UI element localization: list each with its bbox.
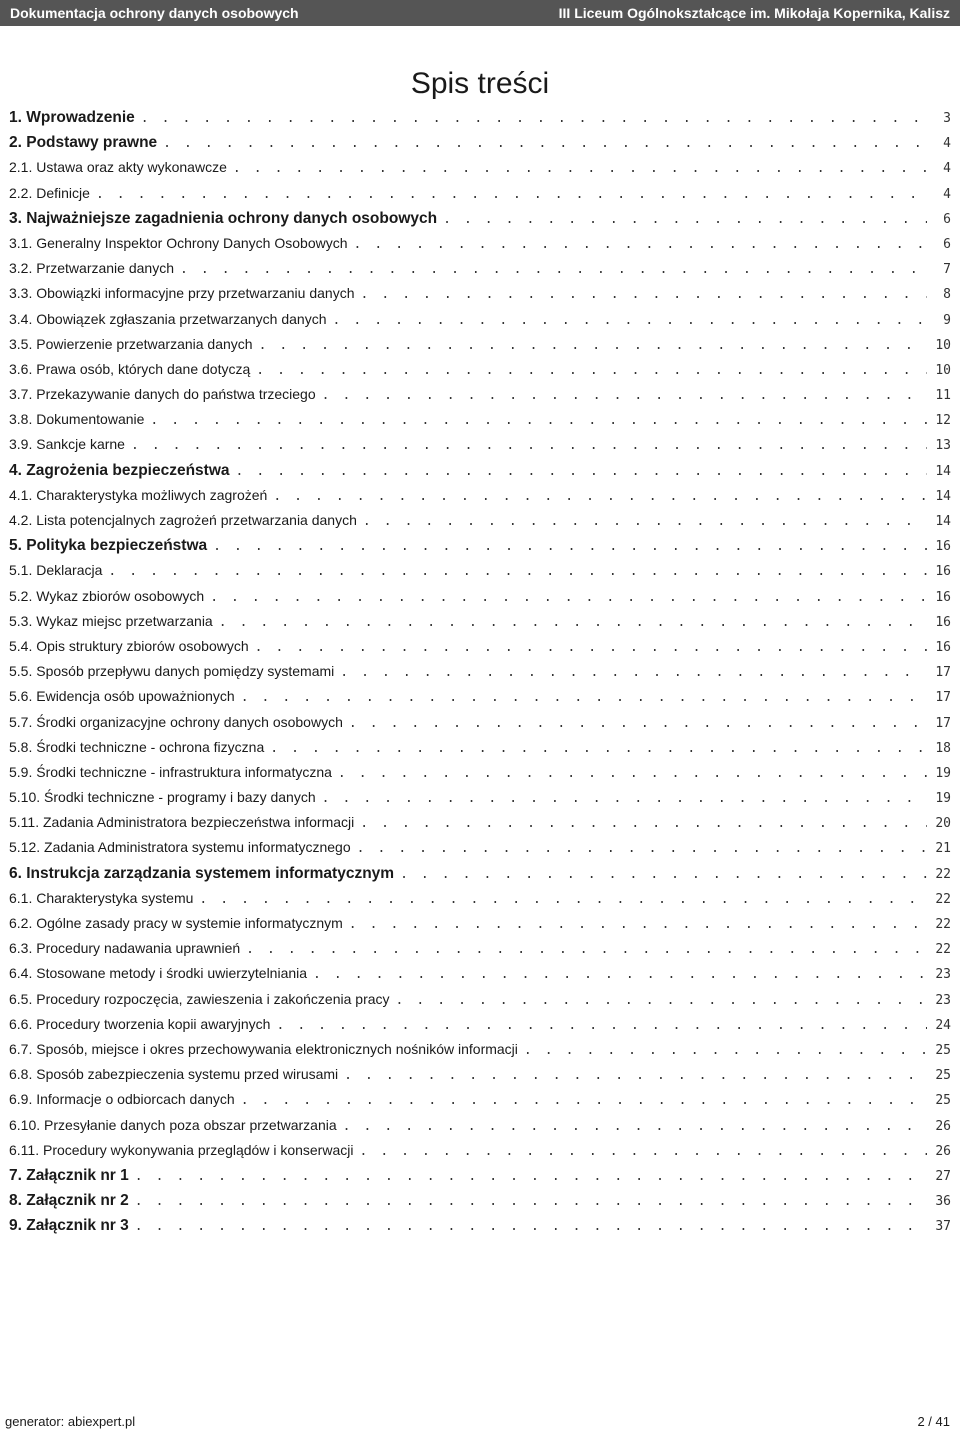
toc-entry-title[interactable]: 3.6. Prawa osób, których dane dotyczą [9, 360, 251, 377]
toc-entry-title[interactable]: 3.9. Sankcje karne [9, 436, 125, 453]
toc-entry-title[interactable]: 3.7. Przekazywanie danych do państwa trzeciego [9, 386, 316, 403]
toc-entry-title[interactable]: 6.4. Stosowane metody i środki uwierzytelniania [9, 965, 308, 982]
toc-entry[interactable] [9, 814, 951, 839]
toc-entry-page-number: 9 [943, 312, 951, 328]
toc-entry-page-number: 3 [943, 111, 951, 126]
toc-entry-page-number: 26 [935, 1118, 951, 1134]
toc-entry-title[interactable]: 3.1. Generalny Inspektor Ochrony Danych Osobowych [9, 234, 348, 251]
dot-leader [259, 338, 927, 353]
toc-entry-title[interactable]: 6.1. Charakterystyka systemu [9, 889, 194, 906]
dot-leader [273, 489, 927, 504]
toc-entry[interactable] [9, 185, 951, 210]
dot-leader [359, 1144, 927, 1159]
page-indicator: 2 / 41 [917, 1414, 950, 1429]
toc-entry-title[interactable]: 6.7. Sposób, miejsce i okres przechowywania elektronicznych nośników informacji [9, 1040, 518, 1057]
toc-entry-title[interactable]: 6.8. Sposób zabezpieczenia systemu przed wirusami [9, 1066, 339, 1083]
toc-entry-page-number: 23 [935, 992, 951, 1008]
toc-entry[interactable] [9, 965, 951, 990]
dot-leader [150, 413, 927, 428]
toc-entry[interactable] [9, 1117, 951, 1142]
institution-name-header: III Liceum Ogólnokształcące im. Mikołaja Kopernika, Kalisz [558, 5, 950, 21]
toc-entry-title[interactable]: 3.5. Powierzenie przetwarzania danych [9, 335, 253, 352]
toc-entry[interactable] [9, 285, 951, 310]
toc-entry[interactable] [9, 562, 951, 587]
toc-entry[interactable] [9, 991, 951, 1016]
toc-entry-title[interactable]: 5.9. Środki techniczne - infrastruktura informatyczna [9, 763, 332, 780]
toc-entry-title[interactable]: 5.2. Wykaz zbiorów osobowych [9, 587, 205, 604]
page-header [0, 0, 960, 26]
dot-leader [344, 1068, 927, 1083]
dot-leader [400, 867, 927, 882]
toc-entry-title[interactable]: 5.5. Sposób przepływu danych pomiędzy systemami [9, 663, 335, 680]
dot-leader [241, 690, 927, 705]
dot-leader [313, 967, 927, 982]
toc-entry[interactable] [9, 537, 951, 562]
dot-leader [270, 741, 927, 756]
toc-entry-page-number: 6 [943, 211, 951, 227]
dot-leader [396, 993, 927, 1008]
toc-entry-title[interactable]: 5.7. Środki organizacyjne ochrony danych osobowych [9, 713, 343, 730]
toc-entry[interactable] [9, 1041, 951, 1066]
toc-entry-page-number: 4 [943, 136, 951, 152]
toc-entry-page-number: 23 [935, 967, 951, 983]
toc-entry-title[interactable]: 7. Załącznik nr 1 [9, 1166, 129, 1184]
toc-entry-title[interactable]: 6.5. Procedury rozpoczęcia, zawieszenia i zakończenia pracy [9, 990, 390, 1007]
dot-leader [322, 388, 927, 403]
toc-entry-page-number: 16 [935, 639, 951, 655]
dot-leader [213, 539, 927, 554]
toc-entry-page-number: 25 [935, 1068, 951, 1084]
toc-entry-page-number: 10 [935, 337, 951, 353]
generator-label: generator: abiexpert.pl [5, 1414, 136, 1429]
toc-entry-title[interactable]: 5.11. Zadania Administratora bezpieczeństwa informacji [9, 814, 355, 831]
dot-leader [322, 791, 927, 806]
toc-entry[interactable] [9, 512, 951, 537]
toc-entry-title[interactable]: 6.3. Procedury nadawania uprawnień [9, 940, 241, 957]
dot-leader [180, 262, 927, 277]
toc-entry-title[interactable]: 4.2. Lista potencjalnych zagrożeń przetwarzania danych [9, 512, 357, 528]
toc-entry[interactable] [9, 638, 951, 663]
toc-entry[interactable] [9, 839, 951, 864]
toc-entry[interactable] [9, 386, 951, 411]
toc-entry[interactable] [9, 235, 951, 260]
toc-entry-page-number: 6 [943, 236, 951, 252]
toc-entry-title[interactable]: 1. Wprowadzenie [9, 109, 135, 126]
toc-entry-page-number: 7 [943, 262, 951, 278]
dot-leader [338, 766, 927, 781]
toc-entry-page-number: 16 [935, 564, 951, 580]
toc-entry-title[interactable]: 5.6. Ewidencja osób upoważnionych [9, 688, 235, 705]
toc-entry-page-number: 27 [935, 1168, 951, 1184]
document-title-header: Dokumentacja ochrony danych osobowych [10, 5, 299, 21]
dot-leader [246, 942, 927, 957]
toc-entry[interactable] [9, 789, 951, 814]
toc-entry-page-number: 4 [943, 186, 951, 202]
toc-entry-page-number: 16 [935, 589, 951, 605]
toc-entry[interactable] [9, 159, 951, 184]
toc-entry-page-number: 19 [935, 765, 951, 781]
toc-entry-page-number: 11 [935, 388, 951, 404]
toc-entry-title[interactable]: 6.6. Procedury tworzenia kopii awaryjnych [9, 1015, 271, 1032]
dot-leader [343, 1119, 927, 1134]
toc-entry-page-number: 14 [935, 463, 951, 479]
toc-entry[interactable] [9, 1167, 951, 1192]
toc-entry-page-number: 22 [935, 891, 951, 907]
toc-entry-page-number: 17 [935, 665, 951, 681]
dot-leader [349, 716, 927, 731]
dot-leader [210, 590, 927, 605]
toc-entry-title[interactable]: 5.4. Opis struktury zbiorów osobowych [9, 637, 249, 654]
toc-entry[interactable] [9, 865, 951, 890]
toc-entry-page-number: 17 [935, 690, 951, 706]
toc-entry[interactable] [9, 210, 951, 235]
toc-entry[interactable] [9, 688, 951, 713]
toc-entry-title[interactable]: 4. Zagrożenia bezpieczeństwa [9, 461, 230, 479]
toc-entry-title[interactable]: 6. Instrukcja zarządzania systemem informatycznym [9, 864, 395, 882]
toc-entry-page-number: 24 [935, 1017, 951, 1033]
toc-entry-title[interactable]: 6.10. Przesyłanie danych poza obszar przetwarzania [9, 1116, 337, 1133]
toc-entry[interactable] [9, 663, 951, 688]
toc-entry-title[interactable]: 5.10. Środki techniczne - programy i bazy danych [9, 789, 316, 806]
toc-entry-page-number: 12 [935, 413, 951, 429]
toc-entry-title[interactable]: 6.2. Ogólne zasady pracy w systemie informatycznym [9, 915, 343, 931]
toc-entry[interactable] [9, 109, 951, 134]
table-of-contents-title: Spis treści [410, 67, 550, 100]
toc-entry[interactable] [9, 436, 951, 461]
toc-entry[interactable] [9, 613, 951, 638]
toc-entry-page-number: 22 [935, 917, 951, 932]
toc-entry[interactable] [9, 1091, 951, 1116]
toc-entry-title[interactable]: 5.1. Deklaracja [9, 562, 103, 579]
toc-entry-title[interactable]: 2. Podstawy prawne [9, 134, 158, 152]
toc-entry-page-number: 25 [935, 1042, 951, 1058]
toc-entry-title[interactable]: 8. Załącznik nr 2 [9, 1192, 129, 1210]
dot-leader [349, 917, 927, 932]
toc-entry-title[interactable]: 5.8. Środki techniczne - ochrona fizyczna [9, 738, 265, 755]
toc-entry[interactable] [9, 1192, 951, 1217]
dot-leader [256, 363, 927, 378]
toc-entry-title[interactable]: 9. Załącznik nr 3 [9, 1217, 129, 1235]
toc-entry[interactable] [9, 462, 951, 487]
toc-entry[interactable] [9, 1016, 951, 1041]
toc-entry-title[interactable]: 5.3. Wykaz miejsc przetwarzania [9, 612, 213, 629]
toc-entry-title[interactable]: 5. Polityka bezpieczeństwa [9, 537, 208, 555]
dot-leader [135, 1194, 927, 1209]
toc-entry-page-number: 19 [935, 791, 951, 807]
dot-leader [219, 615, 927, 630]
toc-entry-page-number: 36 [935, 1194, 951, 1210]
dot-leader [363, 514, 927, 529]
toc-entry[interactable] [9, 588, 951, 613]
toc-entry-title[interactable]: 6.9. Informacje o odbiorcach danych [9, 1091, 235, 1108]
dot-leader [233, 161, 927, 176]
dot-leader [163, 136, 927, 151]
toc-entry-page-number: 22 [935, 942, 951, 958]
toc-entry[interactable] [9, 1217, 951, 1242]
toc-entry[interactable] [9, 915, 951, 940]
dot-leader [241, 1093, 927, 1108]
toc-entry-page-number: 25 [935, 1093, 951, 1109]
toc-entry[interactable] [9, 311, 951, 336]
toc-entry-title[interactable]: 6.11. Procedury wykonywania przeglądów i konserwacji [9, 1141, 354, 1158]
toc-entry-title[interactable]: 3. Najważniejsze zagadnienia ochrony danych osobowych [9, 209, 438, 227]
dot-leader [443, 212, 927, 227]
toc-entry-page-number: 18 [935, 740, 951, 756]
toc-entry-page-number: 21 [935, 841, 951, 857]
toc-entry[interactable] [9, 361, 951, 386]
toc-entry-page-number: 16 [935, 539, 951, 555]
toc-entry-page-number: 26 [935, 1143, 951, 1159]
toc-entry[interactable] [9, 260, 951, 285]
dot-leader [357, 841, 927, 856]
toc-entry-page-number: 17 [935, 715, 951, 731]
toc-entry-title[interactable]: 2.2. Definicje [9, 184, 90, 201]
dot-leader [340, 665, 927, 680]
dot-leader [333, 313, 927, 328]
dot-leader [135, 1219, 927, 1234]
dot-leader [131, 438, 927, 453]
toc-entry-title[interactable]: 3.8. Dokumentowanie [9, 411, 145, 428]
toc-entry-page-number: 10 [935, 362, 951, 378]
toc-entry-page-number: 4 [943, 161, 951, 177]
toc-entry-page-number: 22 [935, 866, 951, 882]
dot-leader [354, 237, 927, 252]
toc-entry[interactable] [9, 1142, 951, 1167]
toc-entry-page-number: 37 [935, 1219, 951, 1235]
dot-leader [255, 640, 927, 655]
dot-leader [236, 464, 927, 479]
dot-leader [276, 1018, 927, 1033]
toc-entry[interactable] [9, 134, 951, 159]
dot-leader [96, 187, 927, 202]
toc-entry[interactable] [9, 940, 951, 965]
toc-entry-page-number: 20 [935, 816, 951, 832]
dot-leader [524, 1043, 927, 1058]
toc-entry-page-number: 13 [935, 438, 951, 454]
toc-entry-title[interactable]: 3.3. Obowiązki informacyjne przy przetwarzaniu danych [9, 285, 355, 302]
toc-entry[interactable] [9, 739, 951, 764]
toc-entry-page-number: 16 [935, 614, 951, 630]
dot-leader [361, 287, 928, 302]
dot-leader [199, 892, 927, 907]
toc-entry-title[interactable]: 5.12. Zadania Administratora systemu informatycznego [9, 839, 351, 856]
toc-entry-title[interactable]: 3.4. Obowiązek zgłaszania przetwarzanych danych [9, 310, 327, 327]
toc-entry-page-number: 14 [935, 488, 951, 504]
toc-entry-page-number: 8 [943, 287, 951, 303]
table-of-contents [9, 109, 951, 1242]
toc-entry-title[interactable]: 2.1. Ustawa oraz akty wykonawcze [9, 159, 227, 176]
toc-entry[interactable] [9, 714, 951, 739]
toc-entry-title[interactable]: 3.2. Przetwarzanie danych [9, 260, 174, 277]
dot-leader [108, 564, 927, 579]
dot-leader [360, 816, 927, 831]
toc-entry[interactable] [9, 411, 951, 436]
toc-entry[interactable] [9, 764, 951, 789]
toc-entry-title[interactable]: 4.1. Charakterystyka możliwych zagrożeń [9, 486, 268, 503]
toc-entry-page-number: 14 [935, 514, 951, 529]
dot-leader [135, 1169, 927, 1184]
toc-entry[interactable] [9, 487, 951, 512]
page-footer [0, 1414, 960, 1429]
toc-entry[interactable] [9, 1066, 951, 1091]
toc-entry[interactable] [9, 890, 951, 915]
toc-entry[interactable] [9, 336, 951, 361]
dot-leader [141, 111, 927, 126]
